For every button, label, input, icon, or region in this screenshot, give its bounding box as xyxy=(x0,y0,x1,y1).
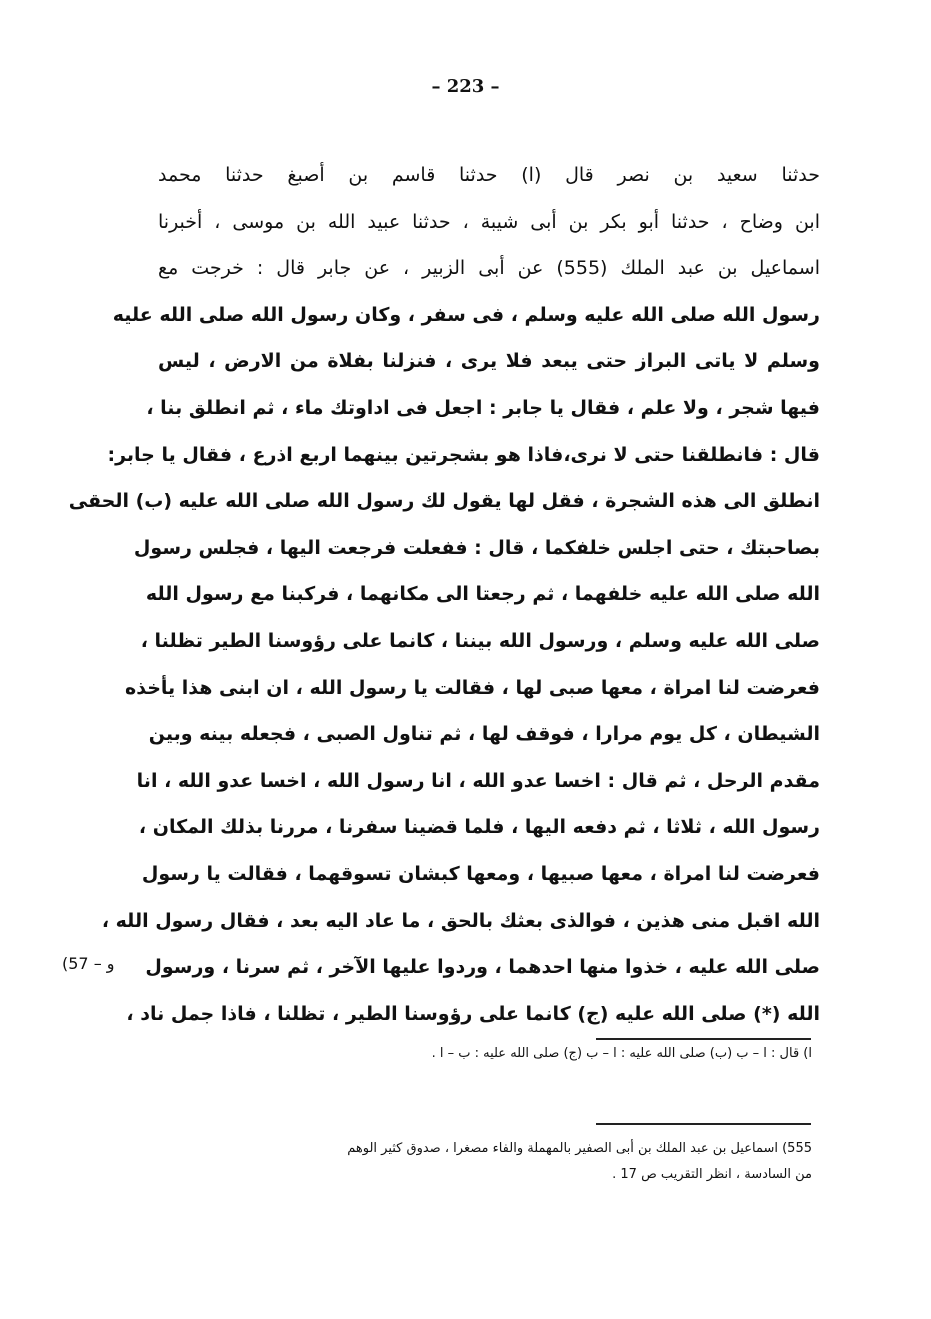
apparatus-footnote: ا) قال : ا – ب (ب) صلى الله عليه : ا – ب (ج) صلى الله عليه : ب – ا . xyxy=(431,1046,812,1061)
text-line: انطلق الى هذه الشجرة ، فقل لها يقول لك رسول الله صلى الله عليه (ب) الحقى xyxy=(68,490,820,513)
text-line: مقدم الرحل ، ثم قال : اخسا عدو الله ، انا رسول الله ، اخسا عدو الله ، انا xyxy=(136,769,820,792)
text-line: رسول الله صلى الله عليه وسلم ، فى سفر ، وكان رسول الله صلى الله عليه xyxy=(112,303,820,326)
text-line: رسول الله ، ثلاثا ، ثم دفعه اليها ، فلما قضينا سفرنا ، مررنا بذلك المكان ، xyxy=(138,816,820,839)
text-line: اسماعيل بن عبد الملك (555) عن أبى الزبير ، عن جابر قال : خرجت مع xyxy=(158,257,820,280)
text-line: حدثنا سعيد بن نصر قال (ا) حدثنا قاسم بن أصبغ حدثنا محمد xyxy=(158,164,820,186)
margin-folio-note: (57 – و xyxy=(62,954,115,973)
footnote-divider xyxy=(596,1123,811,1125)
text-line: بصاحبتك ، حتى اجلس خلفكما ، قال : ففعلت فرجعت اليها ، فجلس رسول xyxy=(133,536,820,559)
text-line: الشيطان ، كل يوم مرارا ، فوقف لها ، ثم تناول الصبى ، فجعله بينه وبين xyxy=(148,723,820,746)
footnote-divider xyxy=(596,1038,811,1040)
text-line: فعرضت لنا امراة ، معها صبيها ، ومعها كبشان تسوقهما ، فقالت يا رسول xyxy=(141,862,820,885)
text-line: فعرضت لنا امراة ، معها صبى لها ، فقالت يا رسول الله ، ان ابنى هذا يأخذه xyxy=(125,676,820,699)
text-line: الله صلى الله عليه خلفهما ، ثم رجعتا الى مكانهما ، فركبنا مع رسول الله xyxy=(145,583,820,606)
text-line: صلى الله عليه ، خذوا منها احدهما ، وردوا عليها الآخر ، ثم سرنا ، ورسول xyxy=(145,956,820,979)
text-line: ابن وضاح ، حدثنا أبو بكر بن أبى شيبة ، حدثنا عبيد الله بن موسى ، أخبرنا xyxy=(158,210,820,233)
footnote-line: من السادسة ، انظر التقريب ص 17 . xyxy=(612,1167,812,1182)
text-line: الله اقبل منى هذين ، فوالذى بعثك بالحق ، ما عاد اليه بعد ، فقال رسول الله ، xyxy=(101,909,820,932)
footnote-line: 555) اسماعيل بن عبد الملك بن أبى الصفير بالمهملة والفاء مصغرا ، صدوق كثير الوهم xyxy=(347,1141,812,1156)
biography-footnote xyxy=(150,1136,812,1188)
text-line: قال : فانطلقنا حتى لا نرى،فاذا هو بشجرتين بينهما اربع اذرع ، فقال يا جابر: xyxy=(107,443,820,466)
page-number: – 223 – xyxy=(431,76,500,97)
text-line: صلى الله عليه وسلم ، ورسول الله بيننا ، كانما على رؤوسنا الطير تظلنا ، xyxy=(140,629,820,652)
text-line: فيها شجر ، ولا علم ، فقال يا جابر : اجعل فى اداوتك ماء ، ثم انطلق بنا ، xyxy=(146,396,820,419)
text-line: الله (*) صلى الله عليه (ج) كانما على رؤوسنا الطير ، تظلنا ، فاذا جمل ناد ، xyxy=(126,1002,820,1025)
text-line: وسلم لا ياتى البراز حتى يبعد فلا يرى ، فنزلنا بفلاة من الارض ، ليس xyxy=(158,350,820,373)
